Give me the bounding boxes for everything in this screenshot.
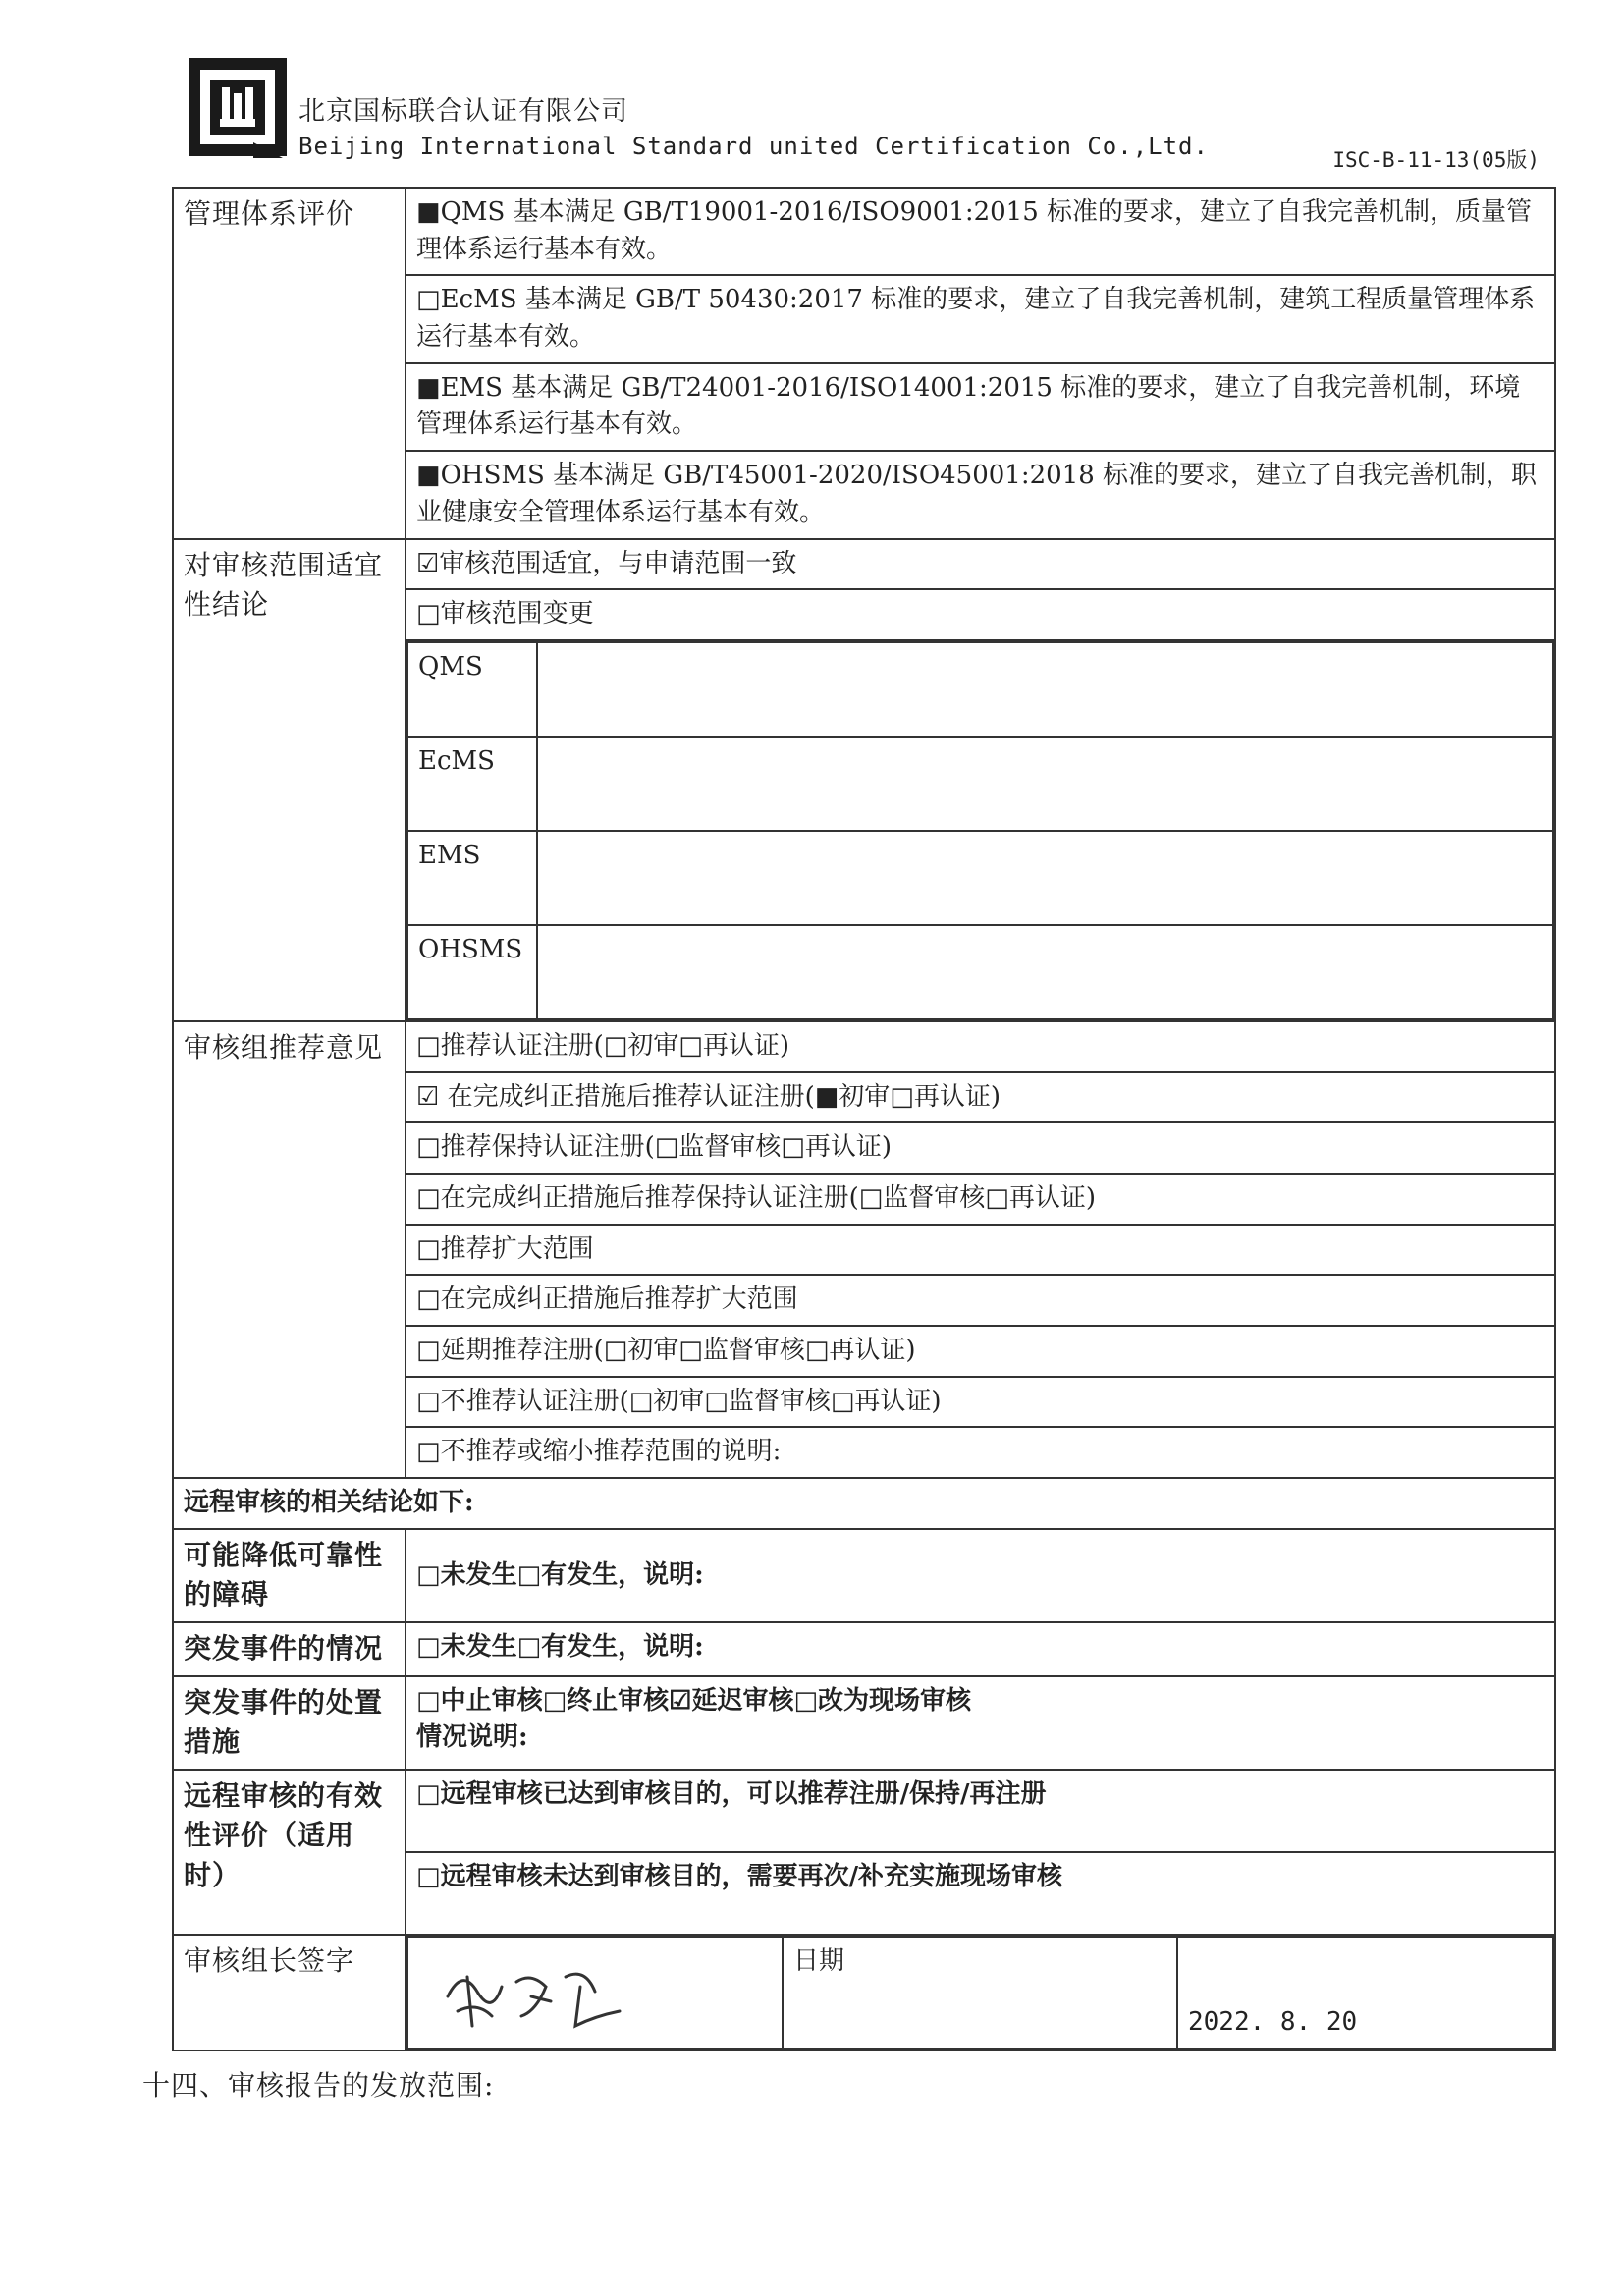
distribution-section-title: 十四、审核报告的发放范围:: [142, 2069, 495, 2102]
mgmt-eval-text: OHSMS 基本满足 GB/T45001-2020/ISO45001:2018 标准的要求，建立了自我完善机制，职业健康安全管理体系运行基本有效。: [416, 461, 1538, 527]
scope-option: [406, 539, 1555, 590]
recommend-label: 审核组推荐意见: [173, 1021, 406, 1478]
checkbox-icon[interactable]: ■: [416, 372, 441, 403]
checkbox-icon[interactable]: □: [416, 285, 441, 315]
signature-cell: [407, 1937, 783, 2049]
mgmt-eval-item: [406, 188, 1555, 275]
system-label: EcMS: [407, 737, 537, 831]
date-label: 日期: [783, 1937, 1177, 2049]
system-label: EMS: [407, 831, 537, 925]
measures-note: 情况说明:: [416, 1722, 528, 1753]
scope-option-text: 审核范围适宜，与申请范围一致: [439, 548, 797, 578]
scope-row: [173, 539, 1555, 590]
system-label: QMS: [407, 642, 537, 737]
mgmt-eval-text: EcMS 基本满足 GB/T 50430:2017 标准的要求，建立了自我完善机制，建筑工程质量管理体系运行基本有效。: [416, 285, 1536, 353]
scope-option: [406, 589, 1555, 640]
scope-systems-table: [406, 641, 1554, 1020]
page-header: [185, 54, 1579, 191]
mgmt-eval-text: QMS 基本满足 GB/T19001-2016/ISO9001:2015 标准的要求，建立了自我完善机制，质量管理体系运行基本有效。: [416, 197, 1533, 264]
system-scope-field[interactable]: [537, 737, 1553, 831]
mgmt-eval-item: [406, 275, 1555, 362]
recommend-option[interactable]: □不推荐或缩小推荐范围的说明:: [406, 1427, 1555, 1478]
signoff-row: [173, 1935, 1555, 2050]
incident-row: [173, 1622, 1555, 1676]
audit-conclusion-table: [172, 187, 1556, 2051]
company-name-en: Beijing International Standard united Certification Co.,Ltd.: [298, 133, 1209, 160]
document-code: ISC-B-11-13(05版): [1332, 148, 1540, 172]
company-name-cn: 北京国标联合认证有限公司: [298, 96, 628, 127]
reliability-value[interactable]: □未发生□有发生，说明:: [406, 1529, 1555, 1622]
recommend-row: [173, 1021, 1555, 1072]
checkbox-icon[interactable]: ■: [416, 197, 441, 227]
recommend-option[interactable]: □在完成纠正措施后推荐保持认证注册(□监督审核□再认证): [406, 1174, 1555, 1225]
reliability-row: [173, 1529, 1555, 1622]
measures-cell: [406, 1676, 1555, 1770]
reliability-label: 可能降低可靠性的障碍: [173, 1529, 406, 1622]
scope-systems-cell: [406, 640, 1555, 1021]
recommend-option[interactable]: □不推荐认证注册(□初审□监督审核□再认证): [406, 1377, 1555, 1428]
system-label: OHSMS: [407, 925, 537, 1019]
validity-option[interactable]: □远程审核未达到审核目的，需要再次/补充实施现场审核: [406, 1852, 1555, 1935]
incident-value[interactable]: □未发生□有发生，说明:: [406, 1622, 1555, 1676]
validity-row: [173, 1770, 1555, 1852]
recommend-option[interactable]: □延期推荐注册(□初审□监督审核□再认证): [406, 1326, 1555, 1377]
measures-row: [173, 1676, 1555, 1770]
mgmt-eval-item: [406, 451, 1555, 538]
system-scope-field[interactable]: [537, 831, 1553, 925]
checkbox-icon[interactable]: □: [416, 599, 441, 629]
leader-sign-label: 审核组长签字: [173, 1935, 406, 2050]
remote-heading: 远程审核的相关结论如下:: [173, 1478, 1555, 1529]
validity-option[interactable]: □远程审核已达到审核目的，可以推荐注册/保持/再注册: [406, 1770, 1555, 1852]
measures-value[interactable]: □中止审核□终止审核☑延迟审核□改为现场审核: [416, 1685, 972, 1716]
system-scope-field[interactable]: [537, 925, 1553, 1019]
scope-option-text: 审核范围变更: [440, 599, 594, 629]
mgmt-eval-text: EMS 基本满足 GB/T24001-2016/ISO14001:2015 标准的要求，建立了自我完善机制，环境管理体系运行基本有效。: [416, 372, 1521, 440]
scope-label: 对审核范围适宜性结论: [173, 539, 406, 1021]
date-value[interactable]: 2022. 8. 20: [1177, 1937, 1553, 2049]
recommend-option[interactable]: ☑ 在完成纠正措施后推荐认证注册(■初审□再认证): [406, 1072, 1555, 1123]
remote-heading-row: [173, 1478, 1555, 1529]
recommend-option[interactable]: □推荐扩大范围: [406, 1225, 1555, 1276]
system-scope-field[interactable]: [537, 642, 1553, 737]
recommend-option[interactable]: □在完成纠正措施后推荐扩大范围: [406, 1275, 1555, 1326]
incident-label: 突发事件的情况: [173, 1622, 406, 1676]
mgmt-eval-item: [406, 363, 1555, 451]
recommend-option[interactable]: □推荐保持认证注册(□监督审核□再认证): [406, 1122, 1555, 1174]
recommend-option[interactable]: □推荐认证注册(□初审□再认证): [406, 1021, 1555, 1072]
checkbox-icon[interactable]: ■: [416, 461, 441, 491]
signoff-inner-table: [406, 1936, 1554, 2050]
signoff-cell: [406, 1935, 1555, 2050]
mgmt-eval-label: 管理体系评价: [173, 188, 406, 539]
handwritten-signature: [438, 1957, 634, 2036]
mgmt-eval-row: [173, 188, 1555, 275]
measures-label: 突发事件的处置措施: [173, 1676, 406, 1770]
company-logo-icon: [185, 54, 291, 160]
checkbox-checked-icon[interactable]: ☑: [416, 548, 440, 578]
validity-label: 远程审核的有效性评价（适用时）: [173, 1770, 406, 1935]
